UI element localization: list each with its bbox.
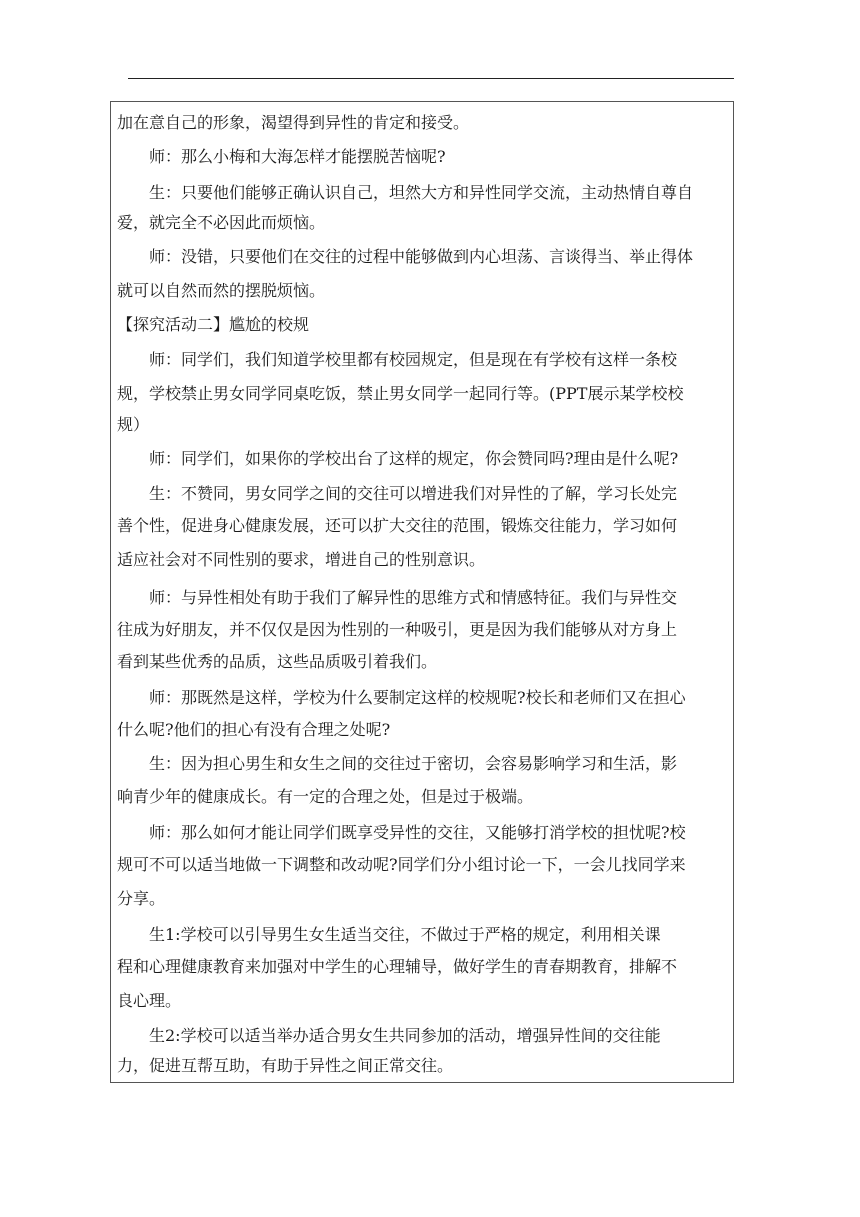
text-line: 爱，就完全不必因此而烦恼。: [117, 213, 326, 232]
text-line: 生：只要他们能够正确认识自己，坦然大方和异性同学交流，主动热情自尊自: [149, 183, 694, 202]
text-line: 生2:学校可以适当举办适合男女生共同参加的活动，增强异性间的交往能: [149, 1026, 661, 1045]
text-line: 力，促进互帮互助，有助于异性之间正常交往。: [117, 1056, 454, 1075]
text-line: 规可不可以适当地做一下调整和改动呢?同学们分小组讨论一下，一会儿找同学来: [117, 855, 686, 874]
text-line: 响青少年的健康成长。有一定的合理之处，但是过于极端。: [117, 787, 534, 806]
text-line: 适应社会对不同性别的要求，增进自己的性别意识。: [117, 550, 486, 569]
text-line: 生1:学校可以引导男生女生适当交往，不做过于严格的规定，利用相关课: [149, 925, 661, 944]
text-line: 就可以自然而然的摆脱烦恼。: [117, 281, 326, 300]
text-line: 师：那既然是这样，学校为什么要制定这样的校规呢?校长和老师们又在担心: [149, 688, 686, 707]
text-line: 规，学校禁止男女同学同桌吃饭，禁止男女同学一起同行等。(PPT展示某学校校: [117, 384, 684, 403]
text-line: 看到某些优秀的品质，这些品质吸引着我们。: [117, 652, 438, 671]
section-heading: 【探究活动二】尴尬的校规: [117, 315, 310, 334]
text-line: 师：那么如何才能让同学们既享受异性的交往，又能够打消学校的担忧呢?校: [149, 823, 686, 842]
header-rule: [128, 78, 734, 79]
text-line: 善个性，促进身心健康发展，还可以扩大交往的范围，锻炼交往能力，学习如何: [117, 516, 678, 535]
text-line: 生：不赞同，男女同学之间的交往可以增进我们对异性的了解，学习长处完: [149, 484, 678, 503]
text-line: 师：那么小梅和大海怎样才能摆脱苦恼呢?: [149, 147, 446, 166]
text-line: 规）: [117, 415, 150, 434]
text-line: 师：没错，只要他们在交往的过程中能够做到内心坦荡、言谈得当、举止得体: [149, 247, 694, 266]
text-line: 师：同学们，如果你的学校出台了这样的规定，你会赞同吗?理由是什么呢?: [149, 449, 679, 468]
text-line: 加在意自己的形象，渴望得到异性的肯定和接受。: [117, 113, 470, 132]
text-line: 分享。: [117, 889, 166, 908]
text-line: 良心理。: [117, 991, 182, 1010]
text-line: 师：同学们，我们知道学校里都有校园规定，但是现在有学校有这样一条校: [149, 350, 678, 369]
text-line: 生：因为担心男生和女生之间的交往过于密切，会容易影响学习和生活，影: [149, 754, 678, 773]
text-line: 什么呢?他们的担心有没有合理之处呢?: [117, 720, 391, 739]
text-line: 程和心理健康教育来加强对中学生的心理辅导，做好学生的青春期教育，排解不: [117, 957, 678, 976]
text-line: 往成为好朋友，并不仅仅是因为性别的一种吸引，更是因为我们能够从对方身上: [117, 620, 678, 639]
text-line: 师：与异性相处有助于我们了解异性的思维方式和情感特征。我们与异性交: [149, 588, 678, 607]
